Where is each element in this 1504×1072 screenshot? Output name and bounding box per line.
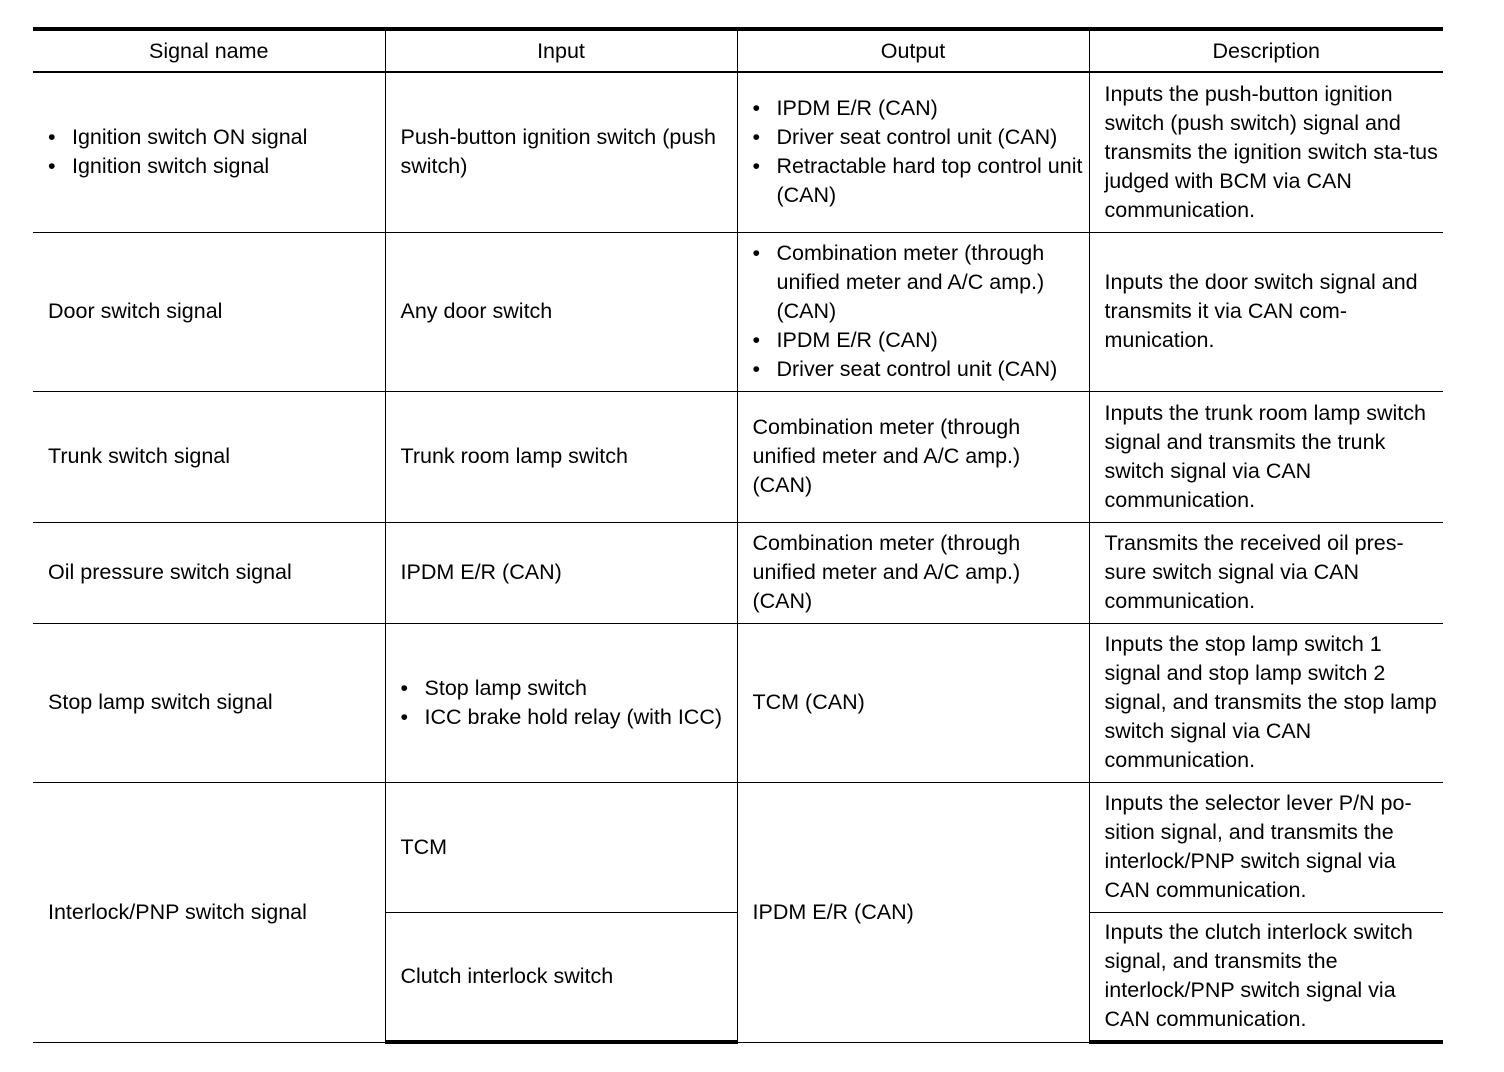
table-row (33, 232, 1443, 391)
input-cell: Clutch interlock switch (385, 912, 737, 1042)
list-item: • Ignition switch ON signal (48, 123, 379, 152)
output-cell: Combination meter (through unified meter and A/C amp.) (CAN) (737, 522, 1089, 623)
list-item: • Retractable hard top control unit (CAN) (753, 152, 1083, 210)
output-list (753, 94, 1083, 210)
table-row (33, 782, 1443, 912)
output-cell: IPDM E/R (CAN) (737, 782, 1089, 1042)
description-cell: Inputs the stop lamp switch 1 signal and stop lamp switch 2 signal, and transmits the stop lamp switch signal via CAN communication. (1089, 623, 1443, 782)
input-cell: IPDM E/R (CAN) (385, 522, 737, 623)
description-cell: Inputs the clutch interlock switch signal, and transmits the interlock/PNP switch signal via CAN communication. (1089, 912, 1443, 1042)
signal-cell: Interlock/PNP switch signal (33, 782, 385, 1042)
output-cell: Combination meter (through unified meter and A/C amp.) (CAN) (737, 391, 1089, 522)
list-item: • Combination meter (through unified meter and A/C amp.) (CAN) (753, 239, 1083, 326)
input-cell: Push-button ignition switch (push switch) (385, 72, 737, 232)
list-item: • IPDM E/R (CAN) (753, 94, 1083, 123)
input-cell: Any door switch (385, 232, 737, 391)
signal-table (33, 27, 1443, 1044)
description-cell: Inputs the push-button ignition switch (push switch) signal and transmits the ignition switch sta-tus judged with BCM via CAN communication. (1089, 72, 1443, 232)
signal-cell: Trunk switch signal (33, 391, 385, 522)
header-input: Input (385, 29, 737, 72)
header-output: Output (737, 29, 1089, 72)
table-row (33, 623, 1443, 782)
list-item: • Driver seat control unit (CAN) (753, 355, 1083, 384)
input-cell: Trunk room lamp switch (385, 391, 737, 522)
input-cell (385, 623, 737, 782)
signal-list (48, 123, 379, 181)
list-item: • Stop lamp switch (401, 674, 731, 703)
table-row (33, 72, 1443, 232)
signal-cell: Door switch signal (33, 232, 385, 391)
header-signal-name: Signal name (33, 29, 385, 72)
description-cell: Transmits the received oil pres-sure switch signal via CAN communication. (1089, 522, 1443, 623)
list-item: • Driver seat control unit (CAN) (753, 123, 1083, 152)
table-row (33, 391, 1443, 522)
description-cell: Inputs the trunk room lamp switch signal and transmits the trunk switch signal via CAN communication. (1089, 391, 1443, 522)
description-cell: Inputs the selector lever P/N po-sition signal, and transmits the interlock/PNP switch signal via CAN communication. (1089, 782, 1443, 912)
list-item: • Ignition switch signal (48, 152, 379, 181)
signal-cell: Oil pressure switch signal (33, 522, 385, 623)
description-cell: Inputs the door switch signal and transmits it via CAN com-munication. (1089, 232, 1443, 391)
input-cell: TCM (385, 782, 737, 912)
list-item: • ICC brake hold relay (with ICC) (401, 703, 731, 732)
output-cell (737, 232, 1089, 391)
header-row (33, 29, 1443, 72)
output-list (753, 239, 1083, 384)
signal-cell: Stop lamp switch signal (33, 623, 385, 782)
output-cell (737, 72, 1089, 232)
signal-cell (33, 72, 385, 232)
header-description: Description (1089, 29, 1443, 72)
input-list (401, 674, 731, 732)
table-row (33, 522, 1443, 623)
list-item: • IPDM E/R (CAN) (753, 326, 1083, 355)
output-cell: TCM (CAN) (737, 623, 1089, 782)
